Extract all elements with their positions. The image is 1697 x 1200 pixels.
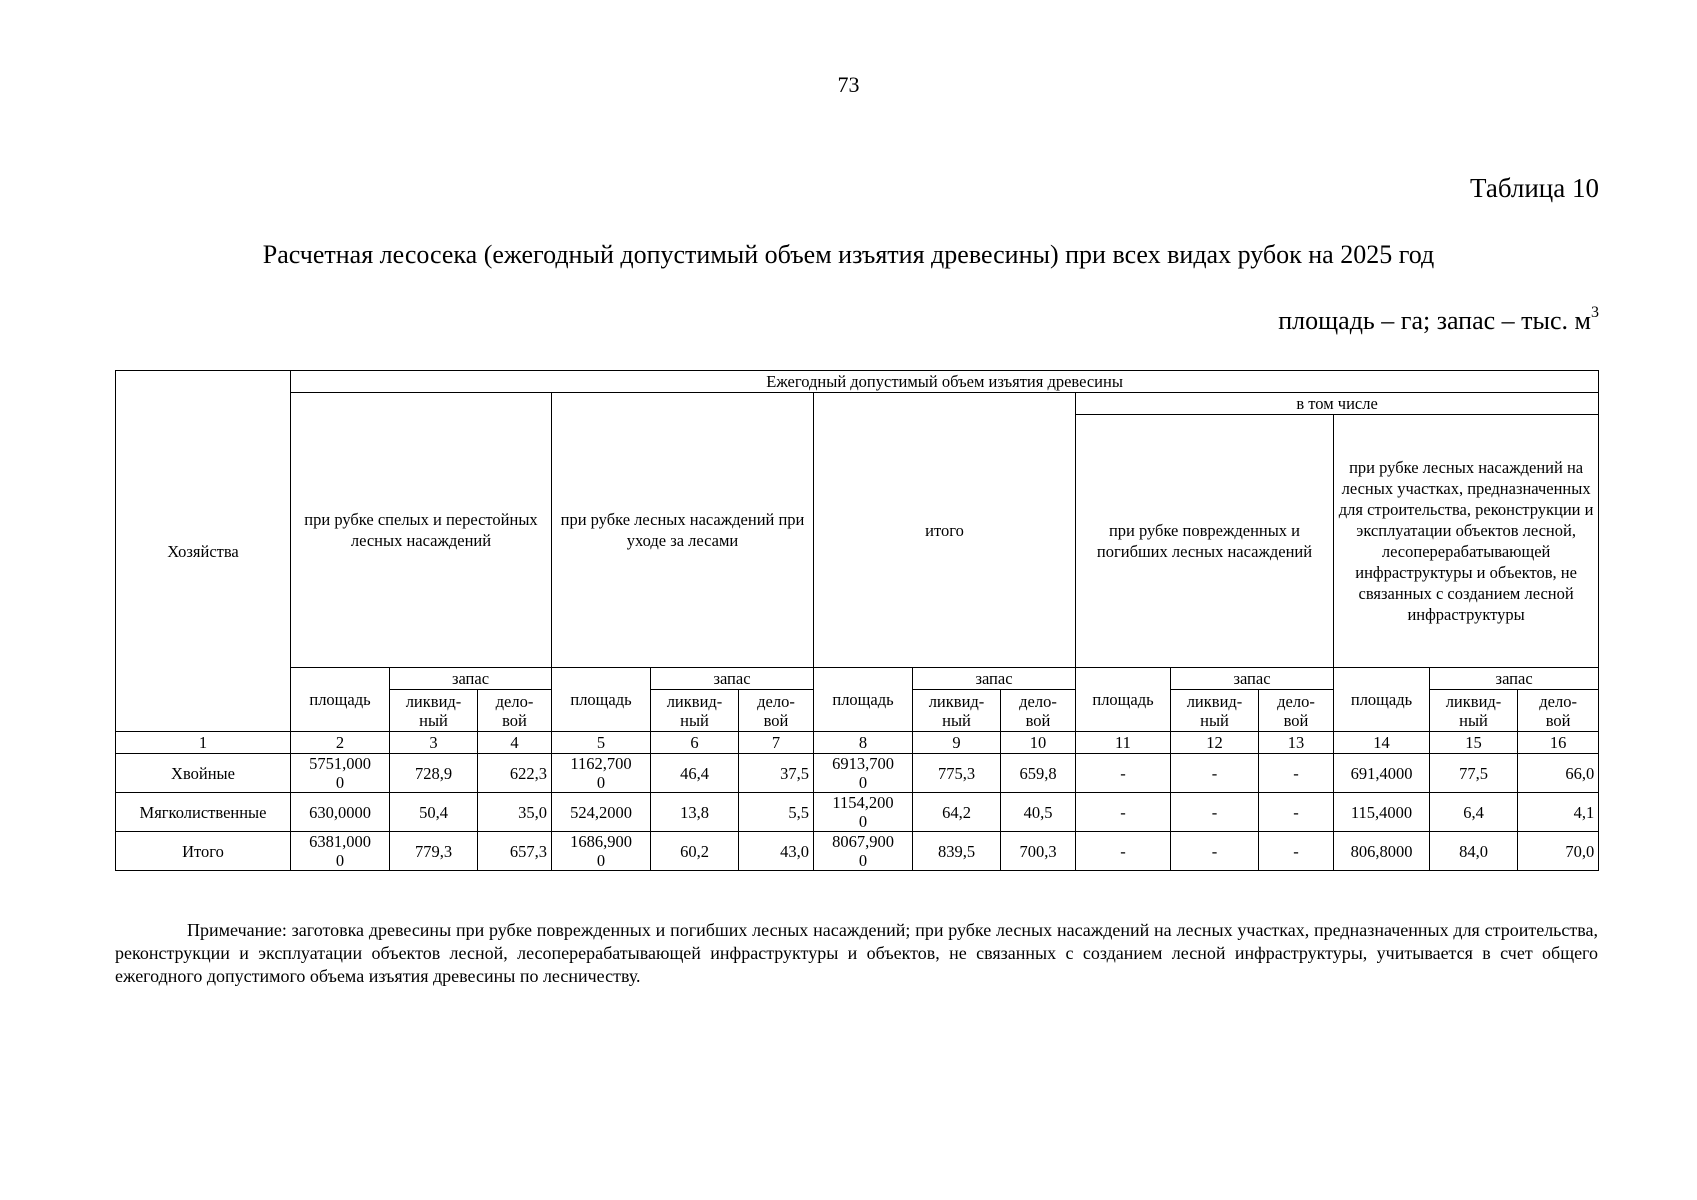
table-cell: 13,8 (651, 793, 739, 832)
cell-value-line2: 0 (858, 812, 868, 831)
table-cell: 700,3 (1001, 832, 1076, 871)
table-cell: 6,4 (1430, 793, 1518, 832)
cell-value-line2: 0 (858, 851, 868, 870)
units-sup: 3 (1591, 304, 1599, 321)
table-cell: 775,3 (913, 754, 1001, 793)
table-cell: 46,4 (651, 754, 739, 793)
column-number: 8 (814, 732, 913, 754)
table-row (116, 793, 1599, 832)
row-name: Хвойные (116, 754, 291, 793)
table-cell: 5,5 (739, 793, 814, 832)
header-stock: запас (1171, 668, 1334, 690)
table-cell (552, 832, 651, 871)
header-liquid-part2: ный (942, 710, 971, 730)
page-number: 73 (837, 72, 860, 97)
header-liquid (913, 690, 1001, 732)
header-area: площадь (291, 668, 390, 732)
table-cell: 84,0 (1430, 832, 1518, 871)
header-business (1518, 690, 1599, 732)
header-liquid (390, 690, 478, 732)
header-stock: запас (913, 668, 1076, 690)
header-liquid-part2: ный (419, 710, 448, 730)
header-liquid-part1: ликвид- (1445, 691, 1502, 711)
table-cell: 728,9 (390, 754, 478, 793)
cell-value-line1: 1154,200 (832, 793, 894, 812)
table-cell: 659,8 (1001, 754, 1076, 793)
header-liquid (651, 690, 739, 732)
header-liquid (1171, 690, 1259, 732)
table-cell: - (1259, 754, 1334, 793)
table-cell: 115,4000 (1334, 793, 1430, 832)
cell-value-line2: 0 (335, 773, 345, 792)
table-cell: 806,8000 (1334, 832, 1430, 871)
units-note (1278, 306, 1599, 336)
header-business-part1: дело- (1019, 691, 1057, 711)
header-business (739, 690, 814, 732)
table-cell: 622,3 (478, 754, 552, 793)
column-number: 5 (552, 732, 651, 754)
table-cell: - (1171, 754, 1259, 793)
header-liquid-part1: ликвид- (928, 691, 985, 711)
cell-value-line2: 0 (335, 851, 345, 870)
page-title: Расчетная лесосека (ежегодный допустимый объем изъятия древесины) при всех видах рубок на 2025 год (262, 240, 1435, 269)
header-group-care: при рубке лесных насаждений при уходе за лесами (552, 393, 814, 668)
header-liquid (1430, 690, 1518, 732)
table-cell: - (1259, 832, 1334, 871)
header-group-damaged: при рубке поврежденных и погибших лесных насаждений (1076, 415, 1334, 668)
header-business-part1: дело- (495, 691, 534, 711)
column-number: 3 (390, 732, 478, 754)
header-business-part2: вой (1283, 710, 1309, 730)
row-name: Итого (116, 832, 291, 871)
header-area: площадь (814, 668, 913, 732)
header-farm: Хозяйства (116, 371, 291, 732)
cell-value-line1: 6913,700 (832, 754, 894, 773)
column-number: 10 (1001, 732, 1076, 754)
column-number: 2 (291, 732, 390, 754)
column-number: 15 (1430, 732, 1518, 754)
table-row (116, 754, 1599, 793)
header-business-part2: вой (502, 710, 527, 730)
table-row (116, 832, 1599, 871)
table-cell: 64,2 (913, 793, 1001, 832)
cell-value-line2: 0 (596, 851, 606, 870)
table-cell: 50,4 (390, 793, 478, 832)
cell-value-line1: 5751,000 (309, 754, 371, 773)
table-cell: 657,3 (478, 832, 552, 871)
table-cell (291, 754, 390, 793)
header-business-part1: дело- (1277, 691, 1315, 711)
table-cell: 70,0 (1518, 832, 1599, 871)
cell-value-line1: 8067,900 (832, 832, 894, 851)
footnote: Примечание: заготовка древесины при рубке поврежденных и погибших лесных насаждений; при рубке лесных насаждений на лесных участках, предназначенных для строительства, реконструкции и эксплуатации объектов лесной, лесоперерабатывающей инфраструктуры и объектов, не связанных с созданием лесной инфраструктуры, учитывается в счет общего ежегодного допустимого объема изъятия древесины по лесничеству. (115, 920, 1598, 986)
table-cell: 630,0000 (291, 793, 390, 832)
header-area: площадь (552, 668, 651, 732)
units-text: площадь – га; запас – тыс. м (1278, 306, 1591, 335)
table-cell: 524,2000 (552, 793, 651, 832)
table-cell: - (1171, 793, 1259, 832)
header-liquid-part1: ликвид- (405, 691, 462, 711)
header-business (1001, 690, 1076, 732)
table-cell (814, 754, 913, 793)
allowable-cut-table (115, 370, 1599, 871)
header-liquid-part2: ный (1200, 710, 1229, 730)
header-business (1259, 690, 1334, 732)
table-cell (291, 832, 390, 871)
header-liquid-part2: ный (680, 710, 709, 730)
header-business-part1: дело- (757, 691, 795, 711)
header-area: площадь (1076, 668, 1171, 732)
column-number: 16 (1518, 732, 1599, 754)
header-including: в том числе (1076, 393, 1599, 415)
table-cell (814, 793, 913, 832)
table-cell (552, 754, 651, 793)
header-stock: запас (1430, 668, 1599, 690)
table-cell: 43,0 (739, 832, 814, 871)
table-cell: 839,5 (913, 832, 1001, 871)
cell-value-line1: 1686,900 (570, 832, 632, 851)
header-liquid-part1: ликвид- (1186, 691, 1243, 711)
column-number: 4 (478, 732, 552, 754)
table-cell: - (1076, 754, 1171, 793)
row-name: Мягколиственные (116, 793, 291, 832)
cell-value-line2: 0 (858, 773, 868, 792)
column-number: 7 (739, 732, 814, 754)
header-business-part2: вой (763, 710, 789, 730)
table-cell: 40,5 (1001, 793, 1076, 832)
header-group-construction: при рубке лесных насаждений на лесных участках, предназначенных для строительства, реконструкции и эксплуатации объектов лесной, лесоперерабатывающей инфраструктуры и объектов, не связанных с созданием лесной инфраструктуры (1334, 415, 1599, 668)
table-cell: - (1076, 793, 1171, 832)
header-liquid-part2: ный (1459, 710, 1488, 730)
table-cell: 60,2 (651, 832, 739, 871)
header-stock: запас (390, 668, 552, 690)
column-number: 9 (913, 732, 1001, 754)
column-number: 14 (1334, 732, 1430, 754)
header-business (478, 690, 552, 732)
header-business-part1: дело- (1539, 691, 1577, 711)
table-cell: 37,5 (739, 754, 814, 793)
column-number: 11 (1076, 732, 1171, 754)
cell-value-line2: 0 (596, 773, 606, 792)
column-number: 12 (1171, 732, 1259, 754)
table-cell: - (1259, 793, 1334, 832)
column-number: 1 (116, 732, 291, 754)
table-cell: 77,5 (1430, 754, 1518, 793)
header-group-mature: при рубке спелых и перестойных лесных насаждений (291, 393, 552, 668)
table-cell: - (1076, 832, 1171, 871)
header-group-total: итого (814, 393, 1076, 668)
header-liquid-part1: ликвид- (666, 691, 723, 711)
column-number: 13 (1259, 732, 1334, 754)
header-stock: запас (651, 668, 814, 690)
table-cell: - (1171, 832, 1259, 871)
table-cell: 4,1 (1518, 793, 1599, 832)
cell-value-line1: 6381,000 (309, 832, 371, 851)
header-business-part2: вой (1545, 710, 1571, 730)
header-top: Ежегодный допустимый объем изъятия древесины (291, 371, 1599, 393)
table-cell: 779,3 (390, 832, 478, 871)
table-cell: 35,0 (478, 793, 552, 832)
header-business-part2: вой (1025, 710, 1051, 730)
cell-value-line1: 1162,700 (570, 754, 632, 773)
table-label: Таблица 10 (1470, 173, 1599, 203)
table-cell: 691,4000 (1334, 754, 1430, 793)
column-number: 6 (651, 732, 739, 754)
header-area: площадь (1334, 668, 1430, 732)
table-cell (814, 832, 913, 871)
table-cell: 66,0 (1518, 754, 1599, 793)
